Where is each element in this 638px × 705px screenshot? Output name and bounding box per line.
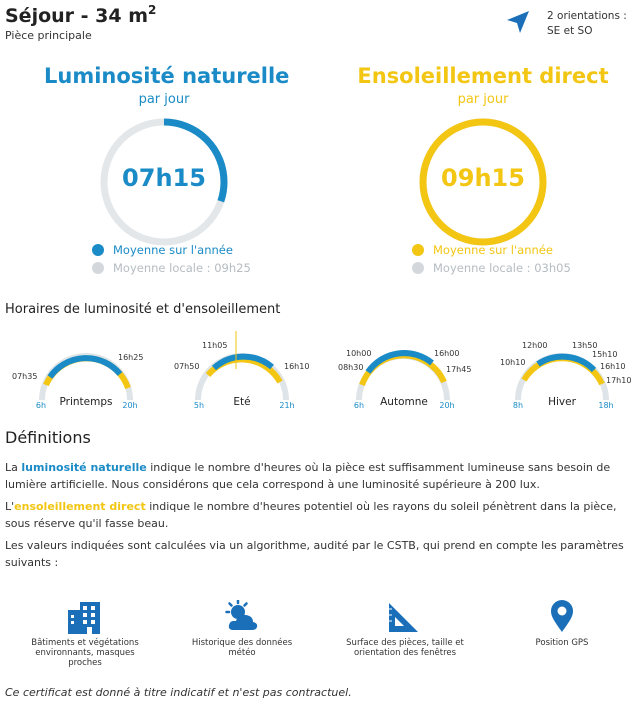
season-end: 20h	[122, 401, 138, 410]
season-name: Automne	[380, 396, 428, 408]
season-label: 17h10	[606, 376, 632, 385]
season-label: 07h50	[174, 362, 200, 371]
season-start: 8h	[512, 401, 524, 410]
luminosite-legend-main: Moyenne sur l'année	[92, 243, 233, 257]
horaires-title: Horaires de luminosité et d'ensoleillement	[5, 302, 281, 317]
season-label: 07h35	[12, 372, 38, 381]
season-label: 08h30	[338, 363, 364, 372]
season-automne	[322, 330, 472, 412]
luminosite-legend-local: Moyenne locale : 09h25	[92, 261, 251, 275]
season-name: Eté	[233, 396, 251, 408]
feature-label: Surface des pièces, taille et orientation des fenêtres	[346, 638, 464, 658]
season-ete	[162, 327, 312, 412]
weather-sun-cloud-icon	[225, 600, 259, 634]
ensoleillement-subtitle: par jour	[457, 92, 509, 107]
season-label: 16h25	[118, 353, 144, 362]
season-label: 11h05	[202, 341, 228, 350]
season-label: 12h00	[522, 341, 548, 350]
definitions-title: Définitions	[5, 428, 91, 447]
season-hiver	[482, 330, 638, 412]
definition-ensoleillement: L'ensoleillement direct indique le nombre d'heures potentiel où les rayons du soleil pénètrent dans la pièce, sous réserve qu'il fasse beau.	[5, 500, 617, 530]
ensoleillement-value: 09h15	[441, 164, 525, 192]
feature-label: Position GPS	[535, 638, 589, 648]
season-label: 13h50	[572, 341, 598, 350]
season-end: 20h	[439, 401, 455, 410]
season-label: 16h10	[284, 362, 310, 371]
yellow-dot-icon	[412, 244, 424, 256]
definition-algorithme: Les valeurs indiquées sont calculées via un algorithme, audité par le CSTB, qui prend en compte les paramètres suivants :	[5, 539, 624, 569]
season-label: 10h00	[346, 349, 372, 358]
grey-dot-icon	[412, 262, 424, 274]
disclaimer: Ce certificat est donné à titre indicatif et n'est pas contractuel.	[5, 686, 352, 699]
season-label: 16h10	[600, 362, 626, 371]
definition-luminosite: La luminosité naturelle indique le nombre d'heures où la pièce est suffisamment lumineuse sans besoin de lumière artificielle. Nous considérons que cela correspond à une luminosité supérieure à 200 lux.	[5, 461, 611, 491]
blue-dot-icon	[92, 244, 104, 256]
room-subtitle: Pièce principale	[5, 29, 92, 42]
season-start: 5h	[193, 401, 205, 410]
grey-dot-icon	[92, 262, 104, 274]
season-start: 6h	[35, 401, 47, 410]
gps-pin-icon	[545, 599, 579, 633]
set-square-icon	[386, 600, 420, 634]
season-name: Printemps	[59, 396, 113, 408]
feature-label: Historique des données météo	[191, 638, 293, 658]
room-title: Séjour - 34 $m^2$	[5, 3, 157, 27]
buildings-icon	[67, 600, 101, 634]
luminosite-title: Luminosité naturelle	[44, 64, 290, 88]
season-label: 16h00	[434, 349, 460, 358]
feature-label: Bâtiments et végétations environnants, masques proches	[31, 638, 139, 668]
season-start: 6h	[353, 401, 365, 410]
orientation-info: 2 orientations : SE et SO	[547, 10, 627, 37]
season-label: 15h10	[592, 350, 618, 359]
luminosite-value: 07h15	[122, 164, 206, 192]
ensoleillement-legend-local: Moyenne locale : 03h05	[412, 261, 571, 275]
season-label: 10h10	[500, 358, 526, 367]
season-name: Hiver	[548, 396, 576, 408]
ensoleillement-legend-main: Moyenne sur l'année	[412, 243, 553, 257]
ensoleillement-title: Ensoleillement direct	[357, 64, 609, 88]
season-printemps	[2, 330, 152, 412]
season-end: 21h	[279, 401, 295, 410]
season-label: 17h45	[446, 365, 472, 374]
navigation-arrow-icon	[505, 9, 531, 35]
luminosite-subtitle: par jour	[138, 92, 190, 107]
season-end: 18h	[598, 401, 614, 410]
